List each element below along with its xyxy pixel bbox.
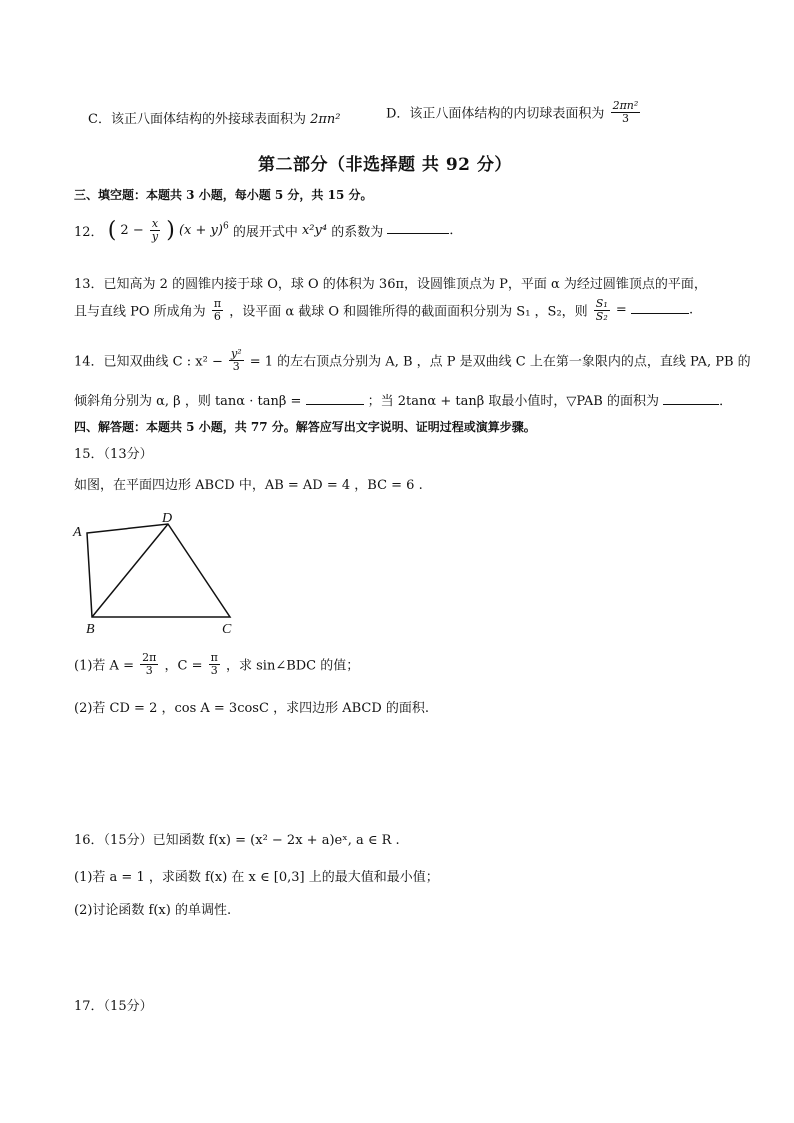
q13-frac2-num: S₁ xyxy=(595,297,608,310)
q13-answer-blank[interactable] xyxy=(631,301,689,314)
q13-line2-b: ，设平面 α 截球 O 和圆锥所得的截面面积分别为 S₁ ，S₂，则 xyxy=(229,304,588,320)
q12-end: ． xyxy=(449,223,463,238)
label-d: D xyxy=(162,511,173,526)
q13-frac1-num: π xyxy=(213,297,222,310)
diagonal-bd xyxy=(92,524,168,617)
option-c-expr: 2πn² xyxy=(310,112,341,127)
q13-frac2-den: S₂ xyxy=(595,309,608,323)
q12: 12． ( 2 − $\frac{x}{y}$ ) $(x + y)^6$ 的展开式中 x²y⁴ 的系数为 ． xyxy=(74,217,463,243)
q15-p1-f2-num: π xyxy=(210,651,218,664)
q15-p1-fraction-1 xyxy=(140,652,158,676)
q14-line2 xyxy=(74,390,732,409)
q13-frac1-den: 6 xyxy=(213,309,221,323)
q12-exp: 6 xyxy=(222,221,229,232)
sec4-title: 四、解答题：本题共 5 小题，共 77 分。解答应写出文字说明、证明过程或演算步骤。 xyxy=(74,420,536,434)
q16-part2: (2)讨论函数 f(x) 的单调性. xyxy=(74,903,232,918)
q13-line2 xyxy=(74,298,693,322)
option-d xyxy=(386,100,642,124)
q16-part1: (1)若 a = 1 ，求函数 f(x) 在 x ∈ [0,3] 上的最大值和最小值； xyxy=(74,870,439,885)
q15-p1-f1-den: 3 xyxy=(145,663,153,677)
q13-line2-c: = xyxy=(615,302,627,318)
q14-frac-den: 3 xyxy=(232,359,240,373)
q12-term: x²y⁴ xyxy=(301,223,328,238)
option-d-frac-num: 2πn² xyxy=(612,99,639,112)
option-d-text: D．该正八面体结构的内切球表面积为 xyxy=(386,106,605,122)
q17-header: 17．（15分） xyxy=(74,999,153,1014)
q15-p1-f1-num: 2π xyxy=(142,651,157,664)
q13-fraction-1 xyxy=(212,298,223,322)
q12-frac-num: x xyxy=(151,217,159,231)
q12-text-b: 的系数为 xyxy=(331,225,384,240)
q12-expr-b: (x + y) xyxy=(178,223,223,238)
part2-title: 第二部分（非选择题 共 92 分） xyxy=(258,155,512,175)
sec3-title: 三、填空题：本题共 3 小题，每小题 5 分，共 15 分。 xyxy=(74,188,373,202)
q12-frac-den: y xyxy=(151,230,159,243)
quadrilateral-abcd xyxy=(87,524,230,617)
q14-line2-a: 倾斜角分别为 α, β ，则 tanα · tanβ = xyxy=(74,394,302,409)
q15-figure xyxy=(70,508,246,638)
option-d-fraction xyxy=(611,100,641,124)
q13-line1: 13．已知高为 2 的圆锥内接于球 O，球 O 的体积为 36π，设圆锥顶点为 P，平面 α 为经过圆锥顶点的平面， xyxy=(74,277,707,292)
q13-end: . xyxy=(688,302,694,318)
q12-number: 12． xyxy=(74,225,104,240)
q14-line2-b: ；当 2tanα + tanβ 取最小值时，▽PAB 的面积为 xyxy=(367,394,659,409)
q14-end: ． xyxy=(719,394,733,409)
quadrilateral-outline xyxy=(87,524,230,617)
q15-p1-b: ，C = xyxy=(164,658,203,674)
label-b: B xyxy=(86,622,95,637)
label-c: C xyxy=(222,622,232,637)
q15-header: 15．（13分） xyxy=(74,447,153,462)
q14-line1-b: = 1 的左右顶点分别为 A, B ，点 P 是双曲线 C 上在第一象限内的点，直线 PA, PB 的 xyxy=(249,354,751,370)
option-d-frac-den: 3 xyxy=(621,111,629,125)
q14-line1-a: 14．已知双曲线 C : x² − xyxy=(74,354,223,370)
label-a: A xyxy=(73,525,82,540)
q13-fraction-2 xyxy=(594,298,610,322)
q12-answer-blank[interactable] xyxy=(387,221,449,234)
q15-p1-c: ，求 sin∠BDC 的值； xyxy=(225,658,360,674)
q16-header: 16．（15分）已知函数 f(x) = (x² − 2x + a)eˣ, a ∈ R . xyxy=(74,833,400,848)
q15-p1-f2-den: 3 xyxy=(210,663,218,677)
q12-fraction xyxy=(150,218,160,242)
q15-part1 xyxy=(74,652,359,676)
q14-answer-blank-1[interactable] xyxy=(306,392,364,405)
q13-line2-a: 且与直线 PO 所成角为 xyxy=(74,304,206,320)
q15-p1-fraction-2 xyxy=(209,652,220,676)
option-c-text: C．该正八面体结构的外接球表面积为 xyxy=(88,112,306,127)
q15-part2: (2)若 CD = 2 ，cos A = 3cosC ，求四边形 ABCD 的面积. xyxy=(74,701,430,716)
option-c xyxy=(88,108,341,127)
q12-expr-a: 2 − xyxy=(120,223,144,238)
q12-text-a: 的展开式中 xyxy=(232,225,298,240)
q15-stem: 如图，在平面四边形 ABCD 中，AB = AD = 4 ，BC = 6 . xyxy=(74,478,423,493)
q14-fraction xyxy=(229,348,244,372)
q14-answer-blank-2[interactable] xyxy=(663,392,719,405)
q15-p1-a: (1)若 A = xyxy=(74,658,134,674)
q14-line1 xyxy=(74,348,751,372)
q14-frac-num: y² xyxy=(230,347,242,360)
